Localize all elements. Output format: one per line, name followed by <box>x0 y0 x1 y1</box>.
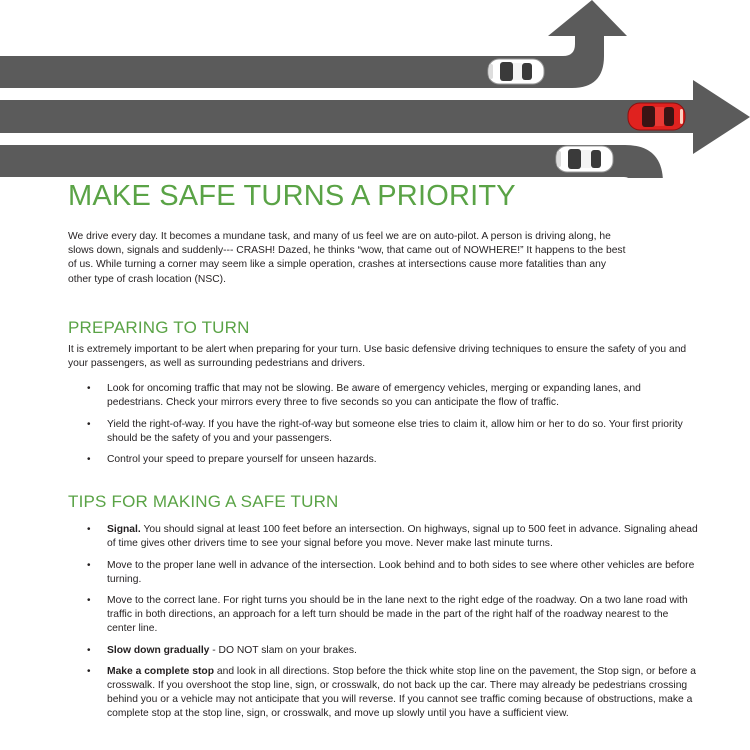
section-heading-preparing: PREPARING TO TURN <box>68 317 250 337</box>
list-item <box>68 559 698 587</box>
white-car-icon <box>488 59 544 84</box>
list-item-text: Move to the proper lane well in advance of the intersection. Look behind and to both sides to see where other vehicles are before turning. <box>107 559 695 585</box>
preparing-list <box>68 382 698 467</box>
section-paragraph-preparing: It is extremely important to be alert when preparing for your turn. Use basic defensive driving techniques to ensure the safety of you and your passengers, as well as surrounding pedestrians and drivers. <box>68 343 687 370</box>
list-item-text: and look in all directions. Stop before the thick white stop line on the pavement, the Stop sign, or before a crosswalk. If you overshoot the stop line, sign, or crosswalk, do not back up the car. There may already be pedestrians crossing behind you or a vehicle may not anticipate that you will reverse. If you cannot see traffic coming because of obstructions, make a complete stop at the stop line, sign, or crosswalk, and move up slowly until you have a sufficient view. <box>107 665 696 720</box>
list-item <box>68 594 698 637</box>
list-item-text: You should signal at least 100 feet before an intersection. On highways, signal up to 500 feet in advance. Signaling ahead of time gives other drivers time to see your signal before you move. Never make last minute turns. <box>107 524 698 550</box>
list-item-bold: Slow down gradually <box>107 644 210 656</box>
road-arrows-graphic <box>0 0 750 178</box>
list-item: • Yield the right-of-way. If you have the right-of-way but someone else tries to claim it, allow him or her to do so. Your first priority should be the safety of you and your passengers. <box>68 418 698 446</box>
list-item <box>68 644 698 658</box>
intro-paragraph: We drive every day. It becomes a mundane task, and many of us feel we are on auto-pilot. A person is driving along, he slows down, signals and suddenly--- CRASH! Dazed, he thinks “wow, that came out of NOWHERE!” It happens to the best of us. While turning a corner may seem like a simple operation, crashes at intersections cause more fatalities than any other type of crash location (NSC). <box>68 231 626 285</box>
list-item: • Look for oncoming traffic that may not be slowing. Be aware of emergency vehicles, merging or expanding lanes, and pedestrians. Check your mirrors every three to five seconds so you can anticipate the flow of traffic. <box>68 382 698 410</box>
article <box>68 178 698 729</box>
list-item: • Control your speed to prepare yourself for unseen hazards. <box>68 453 698 467</box>
list-item-text: - DO NOT slam on your brakes. <box>209 644 357 656</box>
white-car-icon <box>556 146 613 172</box>
section-heading-tips: TIPS FOR MAKING A SAFE TURN <box>68 492 339 512</box>
red-car-icon <box>628 103 685 130</box>
tips-list <box>68 523 698 721</box>
list-item-text: Move to the correct lane. For right turns you should be in the lane next to the right edge of the roadway. On a two lane road with traffic in both directions, an approach for a left turn should be made in the part of the right half of the roadway nearest to the center line. <box>107 595 688 635</box>
list-item <box>68 523 698 551</box>
list-item-bold: Make a complete stop <box>107 665 215 677</box>
list-item <box>68 665 698 722</box>
page-title: MAKE SAFE TURNS A PRIORITY <box>68 180 516 212</box>
list-item-bold: Signal. <box>107 524 141 536</box>
